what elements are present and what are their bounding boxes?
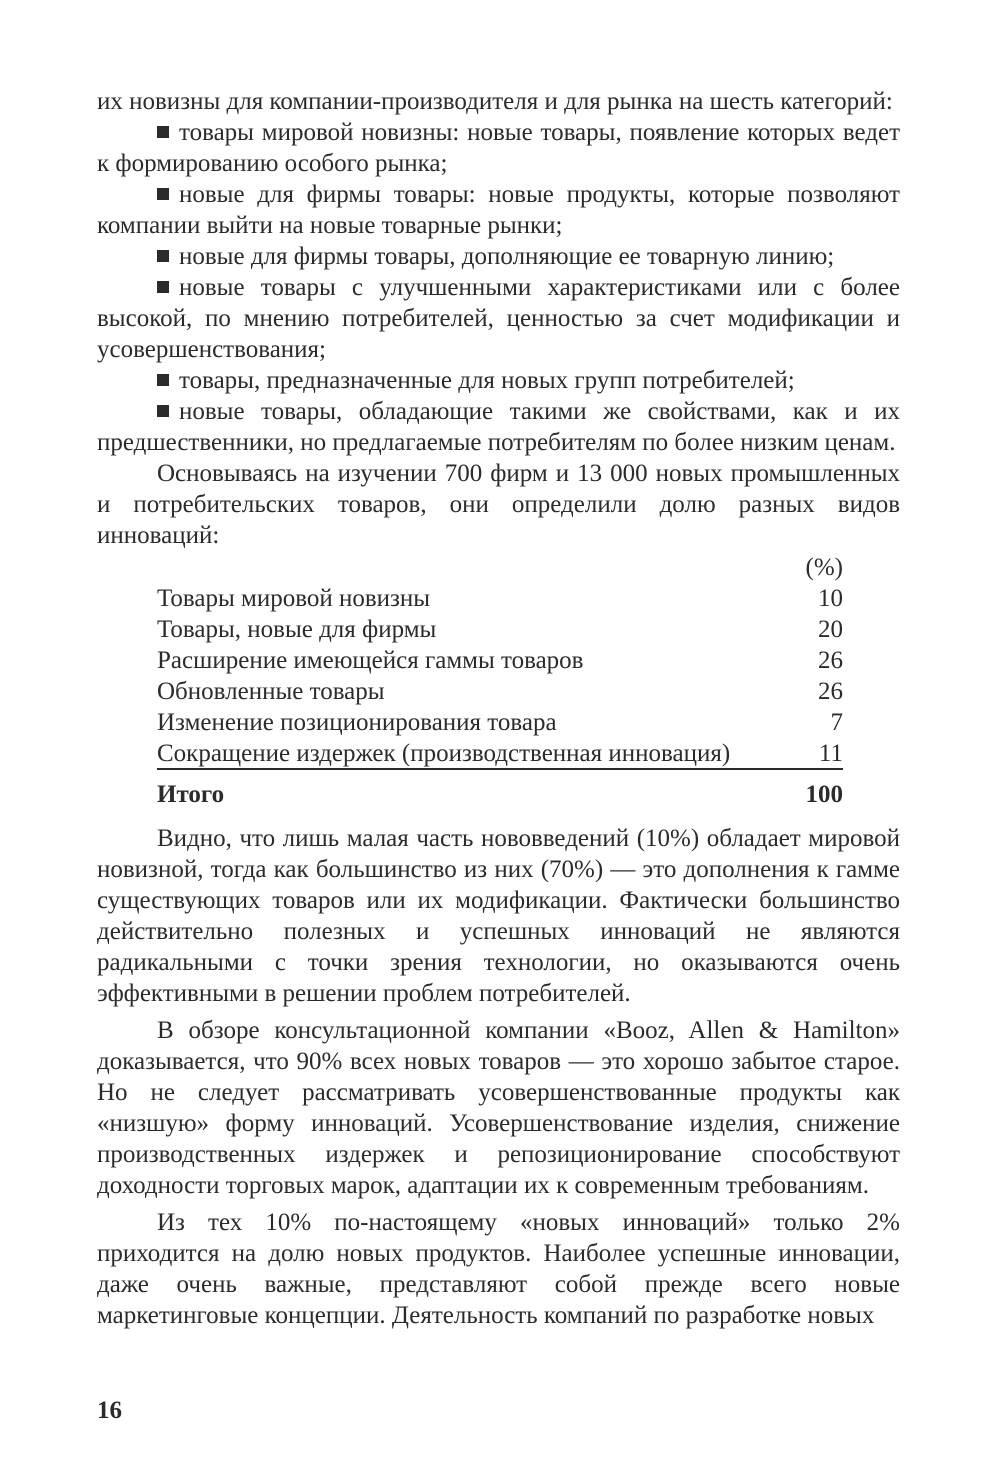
table-unit-row bbox=[157, 552, 843, 583]
table-row-value: 20 bbox=[818, 616, 843, 643]
table-total-label: Итого bbox=[157, 781, 225, 808]
study-paragraph: Основываясь на изучении 700 фирм и 13 000 новых промышленных и потребительских товаров, они определили долю разных видов инноваций: bbox=[97, 460, 900, 549]
bullet-text: новые для фирмы товары, дополняющие ее товарную линию; bbox=[179, 243, 835, 270]
table-row-label: Товары мировой новизны bbox=[157, 585, 431, 612]
intro-paragraph: их новизны для компании-производителя и для рынка на шесть категорий: bbox=[97, 88, 893, 115]
bullet-square-icon bbox=[157, 374, 169, 386]
table-row-label: Изменение позиционирования товара bbox=[157, 709, 557, 736]
table-row bbox=[157, 645, 843, 676]
page-number: 16 bbox=[97, 1397, 122, 1424]
table-row-value: 11 bbox=[818, 740, 843, 767]
table-row bbox=[157, 738, 843, 770]
table-row bbox=[157, 676, 843, 707]
bullet-text: новые для фирмы товары: новые продукты, которые позволяют компании выйти на новые товарные рынки; bbox=[97, 181, 900, 239]
last-paragraph: Из тех 10% по-настоящему «новых инноваций» только 2% приходится на долю новых продуктов. Наиболее успешные инновации, даже очень важные, представляют собой прежде всего новые маркетинговые концепции. Деятельность компаний по разработке новых bbox=[97, 1209, 900, 1329]
booz-paragraph: В обзоре консультационной компании «Booz, Allen & Hamilton» доказывается, что 90% всех новых товаров — это хорошо забытое старое. Но не следует рассматривать усовершенствованные продукты как «низшую» форму инноваций. Усовершенствование изделия, снижение производственных издержек и репозиционирование способствуют доходности торговых марок, адаптации их к современным требованиям. bbox=[97, 1017, 900, 1199]
bullet-item bbox=[97, 241, 900, 272]
table-row-value: 26 bbox=[818, 647, 843, 674]
bullet-square-icon bbox=[157, 281, 169, 293]
table-row bbox=[157, 707, 843, 738]
table-unit: (%) bbox=[805, 554, 843, 581]
bullet-item bbox=[97, 272, 900, 365]
bullet-item bbox=[97, 396, 900, 458]
bullet-text: товары мировой новизны: новые товары, появление которых ведет к формированию особого рынка; bbox=[97, 119, 900, 177]
bullet-item bbox=[97, 365, 900, 396]
table-total-row bbox=[157, 779, 843, 810]
table-row-label: Товары, новые для фирмы bbox=[157, 616, 437, 643]
table-row-label: Расширение имеющейся гаммы товаров bbox=[157, 647, 584, 674]
innovation-share-table bbox=[157, 552, 843, 810]
bullet-square-icon bbox=[157, 405, 169, 417]
table-row-label: Обновленные товары bbox=[157, 678, 385, 705]
bullet-item bbox=[97, 117, 900, 179]
visible-paragraph: Видно, что лишь малая часть нововведений (10%) обладает мировой новизной, тогда как большинство из них (70%) — это дополнения к гамме существующих товаров или их модификации. Фактически большинство действительно полезных и успешных инноваций не являются радикальными с точки зрения технологии, но оказываются очень эффективными в решении проблем потребителей. bbox=[97, 825, 900, 1007]
bullet-text: товары, предназначенные для новых групп потребителей; bbox=[179, 367, 795, 394]
table-row-label: Сокращение издержек (производственная инновация) bbox=[157, 740, 731, 767]
table-row bbox=[157, 614, 843, 645]
table-row-value: 10 bbox=[818, 585, 843, 612]
table-row-value: 7 bbox=[830, 709, 843, 736]
page-body bbox=[97, 86, 900, 1331]
bullet-text: новые товары с улучшенными характеристиками или с более высокой, по мнению потребителей, ценностью за счет модификации и усовершенствования; bbox=[97, 274, 900, 363]
bullet-text: новые товары, обладающие такими же свойствами, как и их предшественники, но предлагаемые потребителям по более низким ценам. bbox=[97, 398, 900, 456]
bullet-square-icon bbox=[157, 188, 169, 200]
bullet-square-icon bbox=[157, 250, 169, 262]
table-row bbox=[157, 583, 843, 614]
bullet-item bbox=[97, 179, 900, 241]
table-total-value: 100 bbox=[805, 781, 843, 808]
bullet-square-icon bbox=[157, 126, 169, 138]
table-row-value: 26 bbox=[818, 678, 843, 705]
